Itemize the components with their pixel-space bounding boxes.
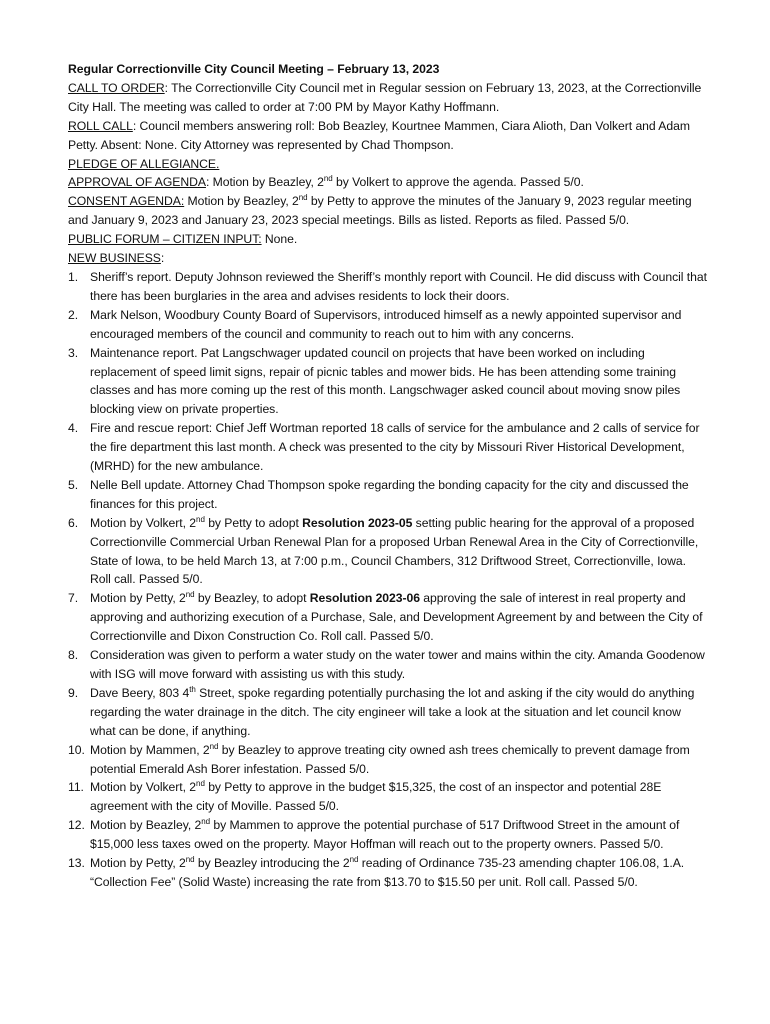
pledge-of-allegiance [68,155,708,174]
item-sup: nd [185,855,195,864]
item-number: 2. [68,307,79,322]
public-forum-label: PUBLIC FORUM – CITIZEN INPUT: [68,232,262,247]
item-text: Street, spoke regarding potentially purchasing the lot and asking if the city would do anything regarding the water drainage in the ditch. The city engineer will take a look at the situation and let council know what can be done, if anything. [90,685,695,738]
minutes-document [68,60,708,892]
list-item [68,589,708,646]
item-number: 10. [68,742,85,757]
new-business-list [68,268,708,892]
roll-call [68,117,708,155]
item-text: Sheriff’s report. Deputy Johnson reviewed the Sheriff’s monthly report with Council. He did discuss with Council that there has been burglaries in the area and advises residents to lock their doors. [90,269,707,303]
list-item [68,514,708,590]
approval-sup: nd [323,174,333,184]
roll-call-text: : Council members answering roll: Bob Beazley, Kourtnee Mammen, Ciara Alioth, Dan Volkert and Adam Petty. Absent: None. City Attorney was represented by Chad Thompson. [68,118,690,152]
item-number: 3. [68,345,79,360]
item-text: reading of Ordinance 735-23 amending chapter 106.08, 1.A. “Collection Fee” (Solid Waste) increasing the rate from $13.70 to $15.50 per unit. Roll call. Passed 5/0. [90,856,685,889]
new-business-colon: : [160,251,165,266]
item-number: 4. [68,421,79,436]
list-item [68,854,708,892]
item-number: 6. [68,515,79,530]
item-text: Motion by Petty, 2 [90,856,186,871]
call-to-order [68,79,708,117]
item-text: Dave Beery, 803 4 [90,685,190,700]
list-item [68,778,708,816]
item-number: 5. [68,477,79,492]
list-item [68,268,708,306]
item-text: Maintenance report. Pat Langschwager updated council on projects that have been worked on including replacement of speed limit signs, repair of picnic tables and mower bids. He has been attending some training classes and has more coming up the rest of this month. Langschwager asked council about moving snow piles blocking view on private properties. [90,345,681,417]
item-number: 9. [68,685,79,700]
roll-call-label: ROLL CALL [68,118,133,133]
approval-text-post: by Volkert to approve the agenda. Passed 5/0. [332,175,584,190]
list-item [68,306,708,344]
item-text: by Beazley to approve treating city owned ash trees chemically to prevent damage from potential Emerald Ash Borer infestation. Passed 5/0. [90,742,690,776]
item-text: Mark Nelson, Woodbury County Board of Supervisors, introduced himself as a newly appointed supervisor and encouraged members of the council and community to reach out to him with any concerns. [90,307,682,341]
list-item [68,816,708,854]
item-text: setting public hearing for the approval of a proposed Correctionville Commercial Urban Renewal Plan for a proposed Urban Renewal Area in the City of Correctionville, State of Iowa, to be held March 13, at 7:00 p.m., Council Chambers, 312 Driftwood Street, Correctionville, Iowa. Roll call. Passed 5/0. [90,515,699,587]
consent-text-pre: Motion by Beazley, 2 [184,194,299,209]
approval-text-pre: : Motion by Beazley, 2 [205,175,324,190]
call-to-order-label: CALL TO ORDER [68,80,165,95]
item-sup: nd [209,741,219,751]
pledge-label: PLEDGE OF ALLEGIANCE. [68,156,220,171]
item-number: 12. [68,818,85,833]
item-text: by Beazley, to adopt [194,591,310,606]
list-item [68,344,708,420]
item-text: Fire and rescue report: Chief Jeff Wortman reported 18 calls of service for the ambulance and 2 calls of service for the fire department this last month. A check was presented to the city by Missouri River Historical Development, (MRHD) for the new ambulance. [90,421,700,474]
item-text: by Beazley introducing the 2 [194,856,350,871]
item-text: Motion by Mammen, 2 [90,742,210,757]
list-item [68,476,708,514]
item-text: by Petty to approve in the budget $15,325, the cost of an inspector and potential 28E agreement with the city of Moville. Passed 5/0. [90,780,662,814]
list-item [68,684,708,741]
item-text: Motion by Volkert, 2 [90,780,197,795]
item-sup: th [189,684,196,694]
item-number: 1. [68,269,79,284]
item-sup: nd [196,514,205,524]
item-text: Motion by Beazley, 2 [90,818,202,833]
item-number: 11. [68,780,84,795]
item-number: 8. [68,648,79,663]
item-text: Consideration was given to perform a water study on the water tower and mains within the city. Amanda Goodenow with ISG will move forward with assisting us with this study. [90,648,705,681]
item-text: by Mammen to approve the potential purchase of 517 Driftwood Street in the amount of $15,000 less taxes owed on the property. Mayor Hoffman will reach out to the property owners. Passed 5/0. [90,818,680,852]
public-forum [68,230,708,249]
item-number: 13. [68,856,85,871]
approval-label: APPROVAL OF AGENDA [68,175,206,190]
consent-sup: nd [298,193,308,203]
item-sup: nd [201,817,211,827]
resolution-number: Resolution 2023-05 [302,515,413,530]
new-business-label: NEW BUSINESS [68,251,161,266]
item-number: 7. [68,591,79,606]
call-to-order-text: : The Correctionville City Council met in Regular session on February 13, 2023, at the Correctionville City Hall. The meeting was called to order at 7:00 PM by Mayor Kathy Hoffmann. [68,80,702,114]
consent-text-post: by Petty to approve the minutes of the January 9, 2023 regular meeting and January 9, 2023 and January 23, 2023 special meetings. Bills as listed. Reports as filed. Passed 5/0. [68,194,692,228]
item-sup: nd [185,590,195,600]
consent-label: CONSENT AGENDA: [68,194,185,209]
item-text: approving the sale of interest in real property and approving and authorizing execution of a Purchase, Sale, and Development Agreement by and between the City of Correctionville and Dixon Construction Co. Roll call. Passed 5/0. [90,591,703,644]
item-text: by Petty to adopt [204,515,303,530]
new-business-heading [68,249,708,268]
public-forum-text: None. [261,232,298,247]
list-item [68,741,708,779]
item-text: Nelle Bell update. Attorney Chad Thompson spoke regarding the bonding capacity for the city and discussed the finances for this project. [90,477,689,511]
item-text: Motion by Volkert, 2 [90,515,197,530]
item-sup: nd [196,779,205,789]
list-item [68,646,708,684]
approval-of-agenda [68,173,708,192]
list-item [68,419,708,476]
document-title: Regular Correctionville City Council Meeting – February 13, 2023 [68,62,440,76]
item-sup: nd [349,855,359,864]
resolution-number: Resolution 2023-06 [309,591,420,606]
item-text: Motion by Petty, 2 [90,591,186,606]
consent-agenda [68,192,708,230]
